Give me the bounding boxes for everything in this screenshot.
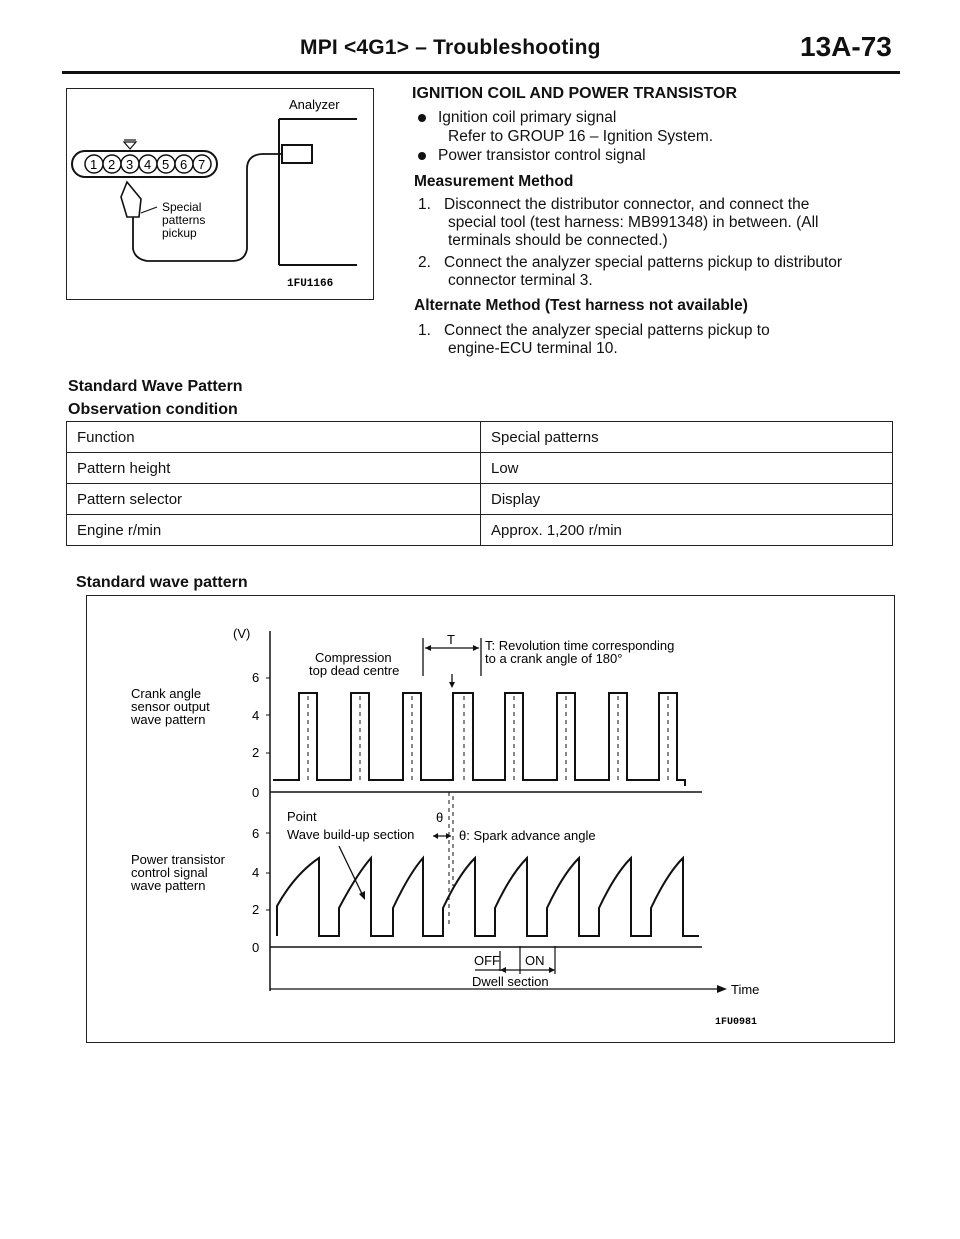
table-cell: Display [481, 484, 893, 515]
standard-wave-pattern-title: Standard Wave Pattern [68, 378, 243, 395]
step-text: Disconnect the distributor connector, and connect the [444, 196, 810, 213]
step-number: 1. [418, 196, 431, 213]
alt-step-1 [418, 322, 898, 358]
power-tick-4: 4 [252, 865, 260, 880]
pin-7: 7 [198, 157, 206, 172]
section-title: IGNITION COIL AND POWER TRANSISTOR [412, 85, 738, 102]
alternate-method-title: Alternate Method (Test harness not available) [414, 297, 748, 314]
bullet-text: Power transistor control signal [438, 147, 646, 164]
step-text: Connect the analyzer special patterns pickup to distributor [444, 254, 843, 271]
power-tick-2: 2 [252, 902, 260, 917]
page-title: MPI <4G1> – Troubleshooting [300, 36, 601, 59]
pin-2: 2 [108, 157, 116, 172]
pin-4: 4 [144, 157, 152, 172]
table-cell: Special patterns [481, 422, 893, 453]
bullet-text: Ignition coil primary signal [438, 109, 617, 126]
step-text: Connect the analyzer special patterns pickup to [444, 322, 770, 339]
theta-label: θ [436, 810, 444, 825]
analyzer-connection-diagram [67, 89, 373, 299]
step-number: 1. [418, 322, 431, 339]
step-text: engine-ECU terminal 10. [448, 340, 618, 357]
wave-pattern-diagram [87, 596, 894, 1042]
compression-label-2: top dead centre [309, 663, 400, 678]
crank-tick-2: 2 [252, 745, 260, 760]
dwell-section-label: Dwell section [472, 974, 549, 989]
point-label: Point [287, 809, 317, 824]
observation-table [66, 421, 893, 546]
step-text: special tool (test harness: MB991348) in between. (All [448, 214, 819, 231]
table-cell: Pattern height [67, 453, 481, 484]
table-row [67, 422, 893, 453]
pickup-label-2: patterns [162, 213, 206, 227]
analyzer-label: Analyzer [289, 97, 340, 112]
page-number: 13A-73 [800, 31, 892, 62]
pin-1: 1 [90, 157, 98, 172]
table-row [67, 453, 893, 484]
table-cell: Function [67, 422, 481, 453]
measurement-method-title: Measurement Method [414, 173, 574, 190]
crank-label-1: Crank angle [131, 686, 202, 701]
y-unit-label: (V) [233, 626, 251, 641]
pin-6: 6 [180, 157, 188, 172]
step-2 [418, 254, 898, 290]
bullet-ignition-coil [418, 109, 616, 127]
crank-label-3: wave pattern [131, 712, 206, 727]
power-label-3: wave pattern [131, 878, 206, 893]
on-label: ON [525, 953, 545, 968]
wave-figure-code: 1FU0981 [715, 1017, 758, 1028]
pin-5: 5 [162, 157, 170, 172]
pickup-label-3: pickup [162, 226, 197, 240]
table-cell: Low [481, 453, 893, 484]
time-axis-label: Time [731, 982, 760, 997]
crank-tick-4: 4 [252, 708, 260, 723]
power-label-2: control signal [131, 865, 208, 880]
crank-label-2: sensor output [131, 699, 210, 714]
pickup-label-1: Special [162, 200, 202, 214]
crank-tick-6: 6 [252, 670, 260, 685]
off-label: OFF [474, 953, 500, 968]
standard-wave-pattern-subtitle: Standard wave pattern [76, 574, 248, 591]
t-description-2: to a crank angle of 180° [485, 651, 623, 666]
t-label: T [447, 632, 455, 647]
bullet-dot-icon [418, 152, 426, 160]
table-row [67, 484, 893, 515]
header-rule [62, 71, 900, 74]
wave-buildup-label: Wave build-up section [287, 827, 415, 842]
table-cell: Pattern selector [67, 484, 481, 515]
power-label-1: Power transistor [131, 852, 225, 867]
bullet-dot-icon [418, 114, 426, 122]
theta-description: θ: Spark advance angle [459, 828, 596, 843]
compression-label-1: Compression [315, 650, 392, 665]
table-cell: Engine r/min [67, 515, 481, 546]
crank-tick-0: 0 [252, 785, 260, 800]
bullet-ref: Refer to GROUP 16 – Ignition System. [448, 128, 714, 145]
step-1 [418, 196, 898, 250]
observation-condition-title: Observation condition [68, 401, 238, 418]
wave-pattern-figure [86, 595, 895, 1043]
step-text: terminals should be connected.) [448, 232, 668, 249]
power-tick-0: 0 [252, 940, 260, 955]
step-text: connector terminal 3. [448, 272, 593, 289]
t-description-1: T: Revolution time corresponding [485, 638, 675, 653]
figure-code: 1FU1166 [287, 278, 334, 290]
pin-3: 3 [126, 157, 134, 172]
table-row [67, 515, 893, 546]
bullet-power-transistor [418, 147, 646, 165]
table-cell: Approx. 1,200 r/min [481, 515, 893, 546]
analyzer-connection-figure [66, 88, 374, 300]
power-tick-6: 6 [252, 826, 260, 841]
step-number: 2. [418, 254, 431, 271]
